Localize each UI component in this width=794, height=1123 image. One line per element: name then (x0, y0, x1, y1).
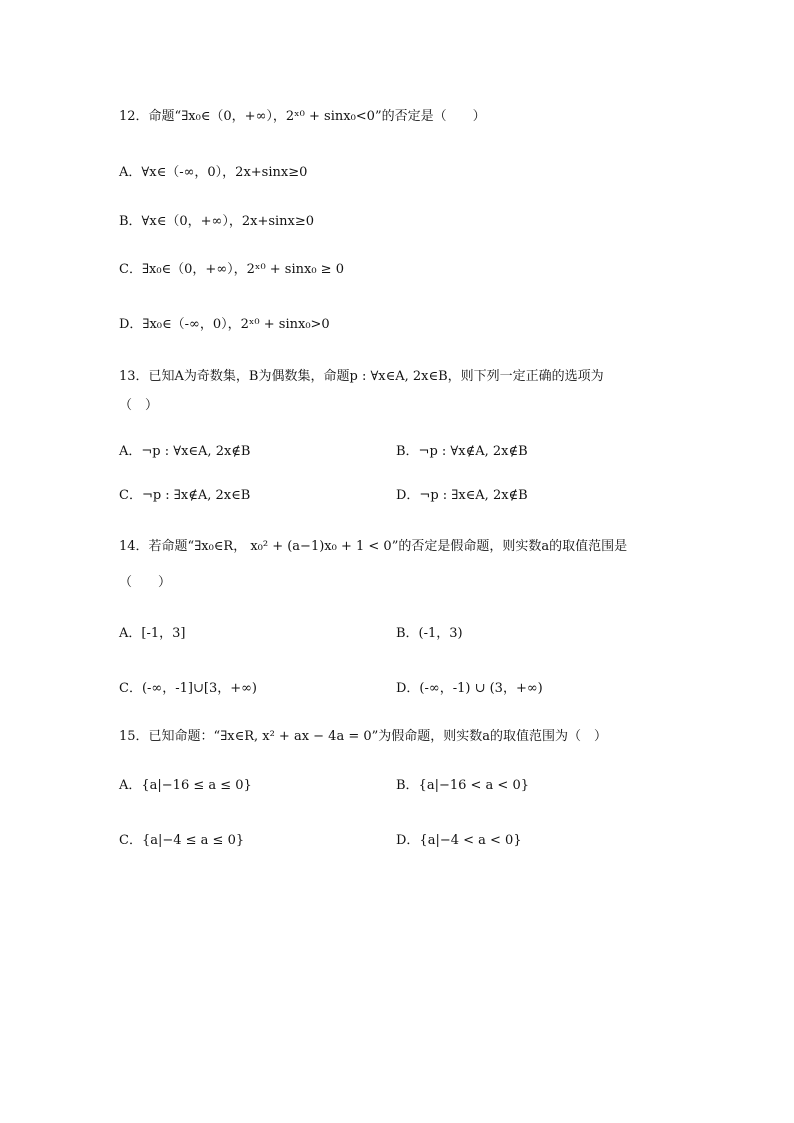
question-13-option-b: B．¬p : ∀x∉A, 2x∉B (396, 444, 528, 459)
question-14-stem: 14．若命题“∃x₀∈R， x₀² + (a−1)x₀ + 1 < 0”的否定是假命题，则实数a的取值范围是 (119, 539, 628, 554)
question-15-option-c: C．{a|−4 ≤ a ≤ 0} (119, 833, 245, 848)
question-12-option-a: A．∀x∈（-∞，0），2x+sinx≥0 (119, 165, 308, 180)
question-15-option-a: A．{a|−16 ≤ a ≤ 0} (119, 778, 252, 793)
question-15-stem: 15．已知命题：“∃x∈R, x² + ax − 4a = 0”为假命题，则实数a的取值范围为（ ） (119, 729, 608, 744)
question-13-option-c: C．¬p : ∃x∉A, 2x∈B (119, 488, 251, 503)
question-15-option-d: D．{a|−4 < a < 0} (396, 833, 522, 848)
question-12-option-c: C．∃x₀∈（0，+∞），2ˣ⁰ + sinx₀ ≥ 0 (119, 262, 344, 277)
question-12-stem: 12．命题“∃x₀∈（0，+∞），2ˣ⁰ + sinx₀<0”的否定是（ ） (119, 109, 486, 124)
question-15-option-b: B．{a|−16 < a < 0} (396, 778, 529, 793)
question-14-option-b: B．(-1，3) (396, 626, 463, 641)
question-13-stem: 13．已知A为奇数集，B为偶数集，命题p : ∀x∈A, 2x∈B，则下列一定正确的选项为 (119, 369, 604, 384)
question-13-option-d: D．¬p : ∃x∈A, 2x∉B (396, 488, 528, 503)
question-12-option-d: D．∃x₀∈（-∞，0），2ˣ⁰ + sinx₀>0 (119, 317, 330, 332)
question-14-option-a: A．[-1，3] (119, 626, 186, 641)
question-14-stem-continuation: （ ） (119, 575, 172, 590)
question-14-option-c: C．(-∞，-1]∪[3，+∞) (119, 681, 258, 696)
question-13-option-a: A．¬p : ∀x∈A, 2x∉B (119, 444, 251, 459)
question-12-option-b: B．∀x∈（0，+∞），2x+sinx≥0 (119, 214, 315, 229)
question-14-option-d: D．(-∞，-1) ∪ (3，+∞) (396, 681, 543, 696)
question-13-stem-continuation: （ ） (119, 398, 159, 413)
